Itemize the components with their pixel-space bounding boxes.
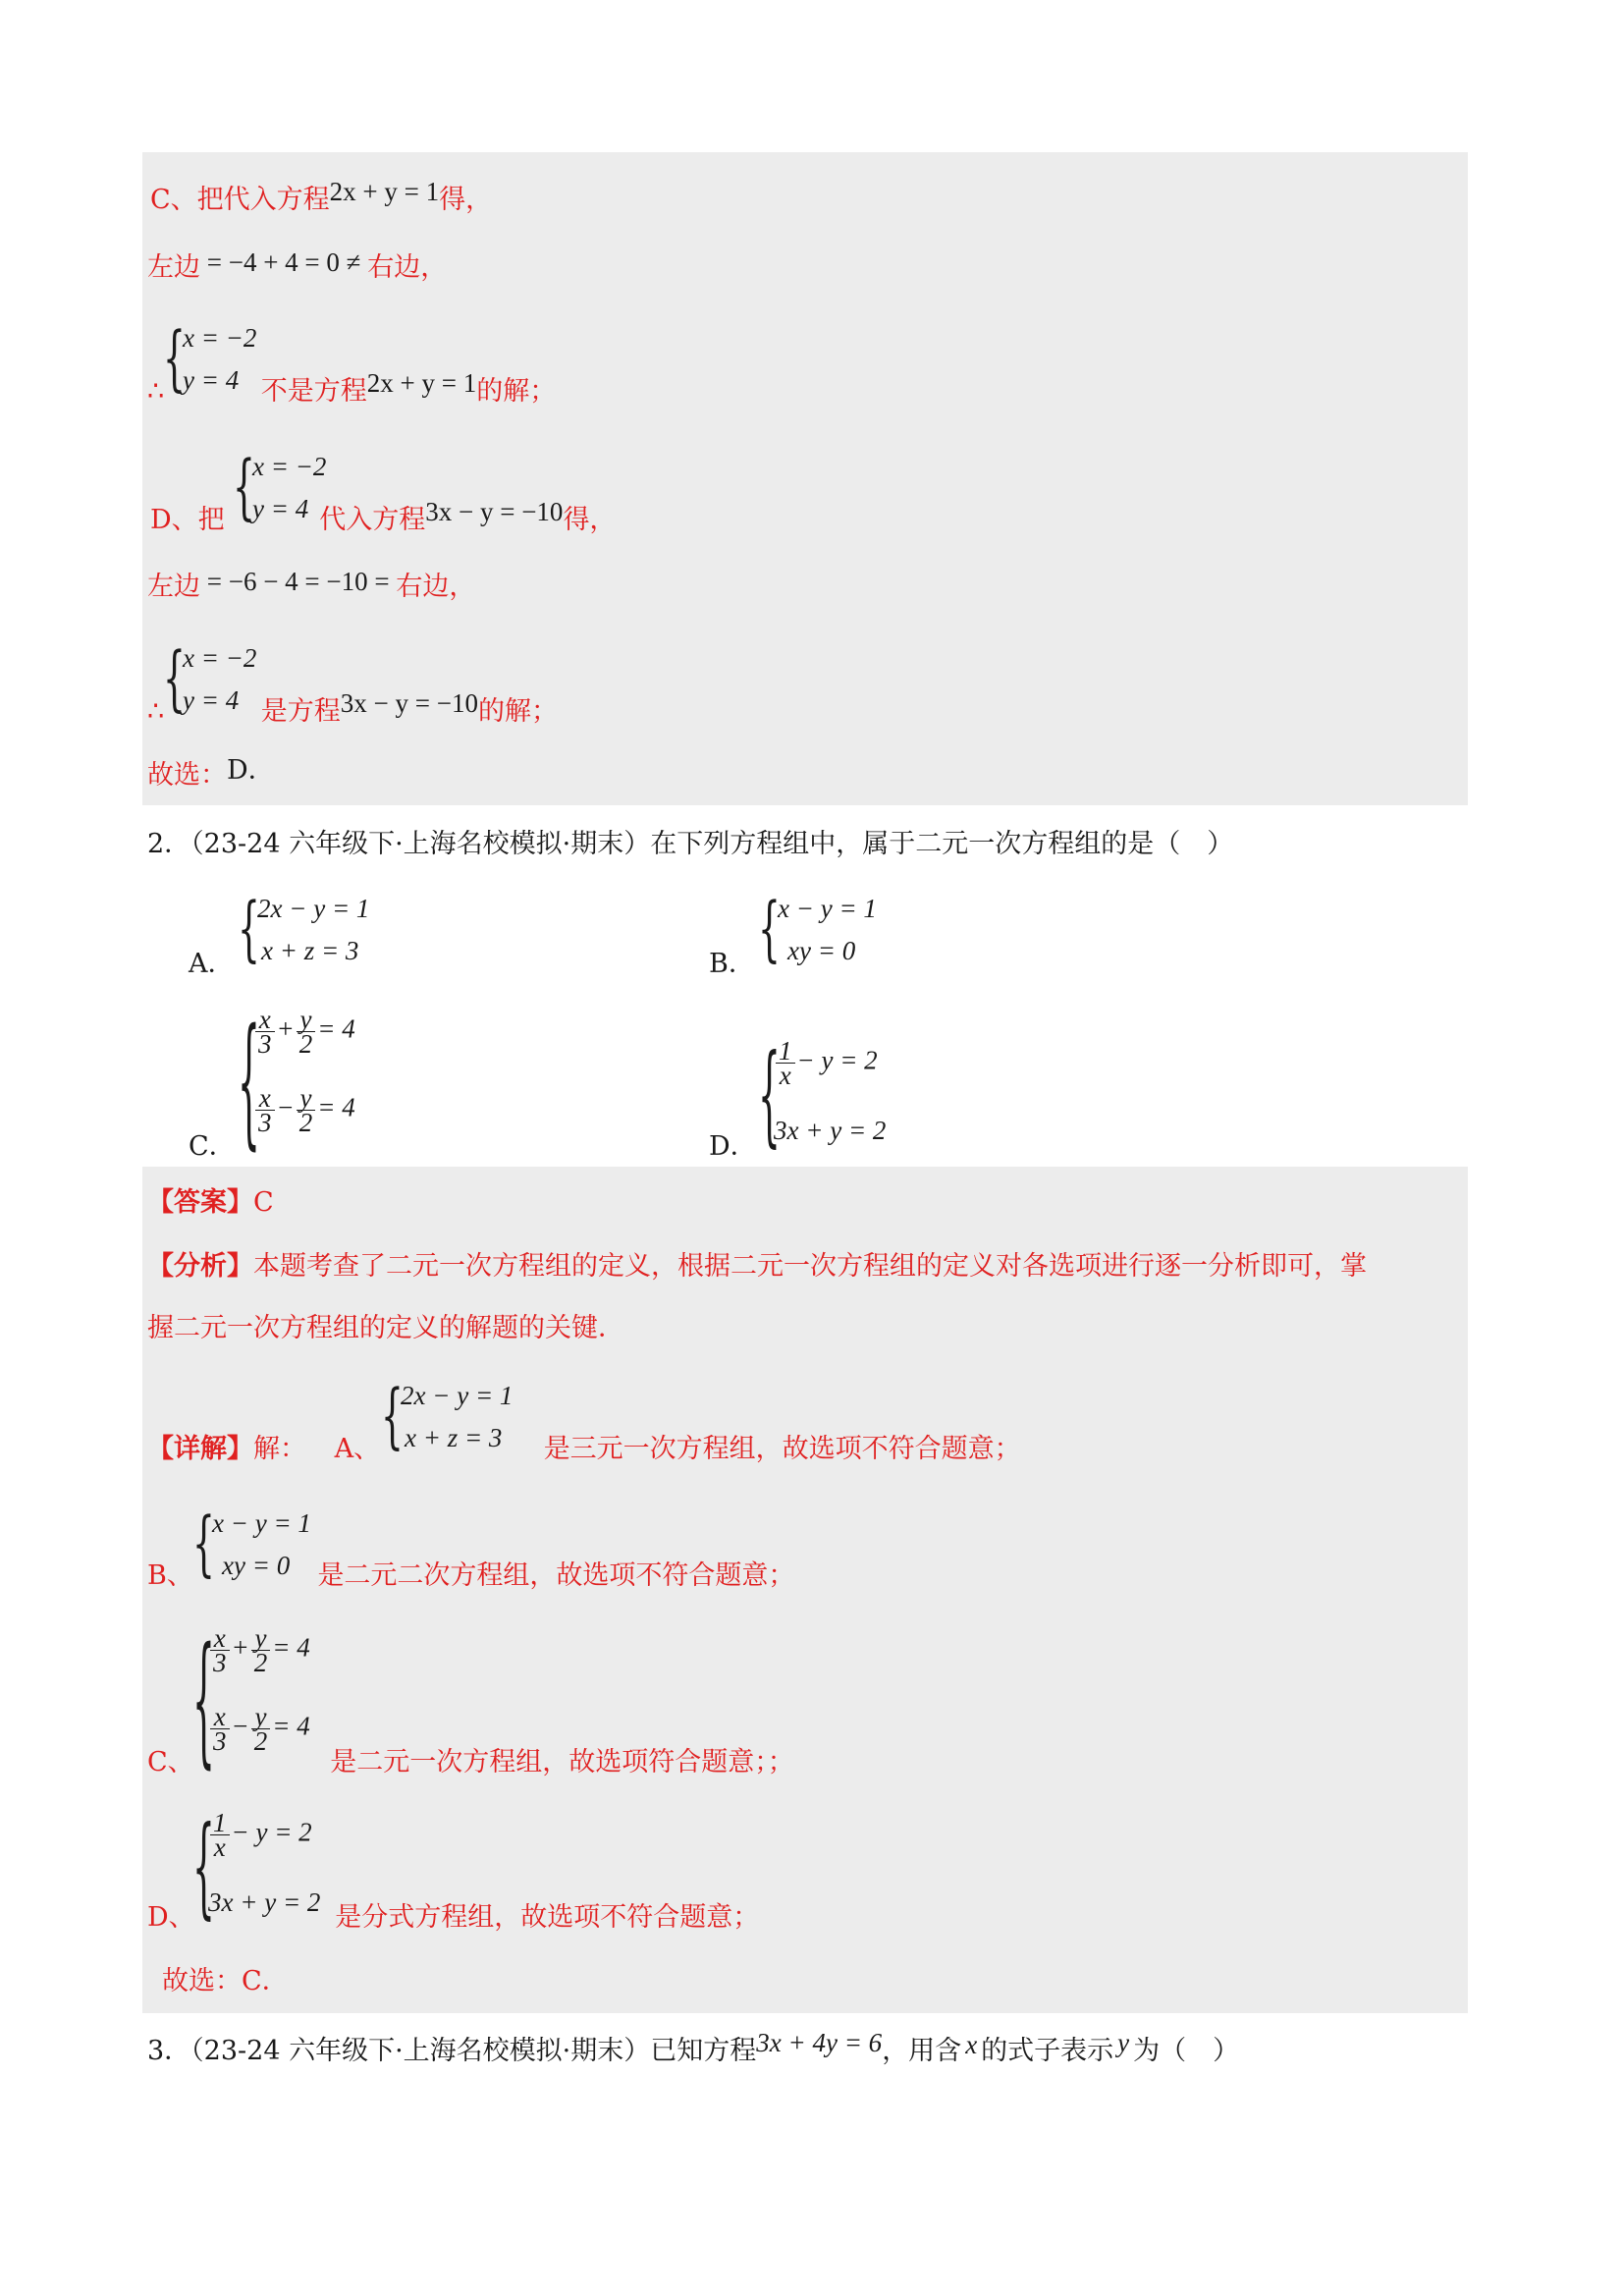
equation: 2x + y = 1 — [329, 177, 440, 206]
left-brace: { — [233, 448, 255, 528]
left-brace: { — [163, 639, 186, 720]
fraction: $\frac{1}{x}$ — [776, 1039, 795, 1087]
option-a-label: A． — [189, 949, 235, 979]
left-brace: { — [192, 1622, 215, 1783]
left-brace: { — [238, 1004, 260, 1165]
detail-b-line: B、 是二元二次方程组，故选项不符合题意； — [147, 1560, 795, 1591]
fraction: $\frac{y}{2}$ — [251, 1705, 271, 1753]
analysis-line-1: 【分析】本题考查了二元一次方程组的定义，根据二元一次方程组的定义对各选项进行逐一分析即可，掌 — [147, 1251, 1367, 1282]
option-d-substitution-line: D、把 代入方程3x − y = −10得， — [150, 497, 617, 535]
fraction: $\frac{x}{3}$ — [255, 1086, 275, 1134]
fraction: $\frac{x}{3}$ — [255, 1008, 275, 1056]
answer-line: 【答案】C — [147, 1187, 274, 1218]
option-b-label: B． — [709, 949, 755, 979]
final-answer-line-2: 故选：C． — [162, 1966, 289, 1996]
left-brace: { — [758, 890, 781, 970]
detail-d-line: D、 是分式方程组，故选项不符合题意； — [147, 1902, 760, 1933]
analysis-line-2: 握二元一次方程组的定义的解题的关键． — [147, 1313, 624, 1343]
left-brace: { — [381, 1377, 404, 1457]
option-d-conclusion-line: ∴ 是方程3x − y = −10的解； — [147, 688, 558, 727]
option-d-label: D． — [709, 1131, 757, 1162]
option-c-left-side-line: 左边 = −4 + 4 = 0 ≠ 右边， — [147, 247, 448, 283]
question-3-stem: 3．（23-24 六年级下·上海名校模拟·期末）已知方程3x + 4y = 6，用含 x 的式子表示 y 为（ ） — [147, 2028, 1240, 2066]
fraction: $\frac{1}{x}$ — [210, 1811, 230, 1859]
left-brace: { — [758, 1035, 781, 1161]
question-2-stem: 2．（23-24 六年级下·上海名校模拟·期末）在下列方程组中，属于二元一次方程组的是（ ） — [147, 829, 1234, 859]
detail-c-line: C、 是二元一次方程组，故选项符合题意；； — [147, 1747, 794, 1777]
option-c-label: C． — [189, 1131, 236, 1162]
detail-a-line: 【详解】解： A、 是三元一次方程组，故选项不符合题意； — [147, 1434, 1021, 1464]
option-d-left-side-line: 左边 = −6 − 4 = −10 = 右边， — [147, 567, 476, 602]
left-brace: { — [192, 1807, 215, 1933]
fraction: $\frac{y}{2}$ — [297, 1086, 316, 1134]
option-c-substitution-line: C、把代入方程2x + y = 1得， — [150, 177, 493, 215]
final-answer-line: 故选：D． — [147, 755, 275, 791]
left-brace: { — [163, 319, 186, 400]
option-c-conclusion-line: ∴ 不是方程2x + y = 1的解； — [147, 368, 557, 407]
fraction: $\frac{y}{2}$ — [297, 1008, 316, 1056]
fraction: $\frac{y}{2}$ — [251, 1626, 271, 1674]
fraction: $\frac{x}{3}$ — [210, 1705, 230, 1753]
left-brace: { — [238, 890, 260, 970]
fraction: $\frac{x}{3}$ — [210, 1626, 230, 1674]
left-brace: { — [192, 1504, 215, 1585]
